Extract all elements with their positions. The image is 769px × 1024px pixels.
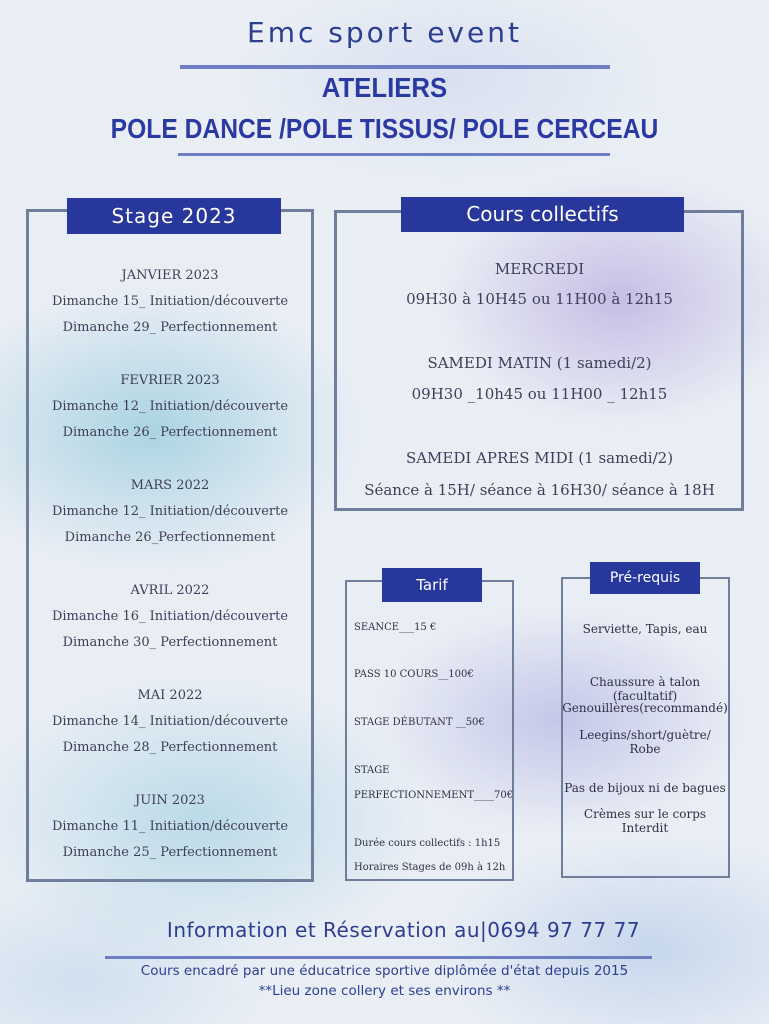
stage-month: MARS 2022	[130, 478, 210, 493]
spacer	[30, 446, 310, 473]
page-subtitle: POLE DANCE /POLE TISSUS/ POLE CERCEAU	[110, 113, 659, 144]
tarif-seance: SEANCE___15 €	[354, 622, 437, 633]
prerequis-item: Leegins/short/guètre/ Robe	[579, 728, 711, 756]
stage-session: Dimanche 26_ Perfectionnement	[62, 425, 278, 440]
tarif-pass: PASS 10 COURS__100€	[354, 669, 474, 680]
contact-info: Information et Réservation au|0694 97 77 77	[166, 918, 641, 942]
cours-day: SAMEDI MATIN (1 samedi/2)	[427, 354, 652, 372]
spacer	[30, 341, 310, 368]
stage-month: JANVIER 2023	[121, 268, 219, 283]
prerequis-label: Pré-requis	[590, 562, 700, 594]
prerequis-item: Genouillères(recommandé)	[562, 701, 728, 715]
brand-name: Emc sport event	[247, 16, 522, 49]
prerequis-item: Crèmes sur le corps Interdit	[583, 807, 707, 835]
cours-label: Cours collectifs	[401, 197, 684, 232]
stage-session: Dimanche 30_ Perfectionnement	[62, 635, 278, 650]
stage-session: Dimanche 29_ Perfectionnement	[62, 320, 278, 335]
prerequis-item: Chaussure à talon (facultatif)	[589, 675, 701, 703]
stage-month: FEVRIER 2023	[120, 373, 220, 388]
stage-month: AVRIL 2022	[130, 583, 210, 598]
tarif-stage-debutant: STAGE DÉBUTANT __50€	[354, 717, 485, 728]
cours-hours: Séance à 15H/ séance à 16H30/ séance à 18H	[364, 481, 715, 499]
stage-session: Dimanche 14_ Initiation/découverte	[51, 714, 289, 729]
spacer	[30, 551, 310, 578]
spacer	[30, 761, 310, 788]
tarif-stage-perf-line2: PERFECTIONNEMENT____70€	[354, 790, 514, 801]
prerequis-item: Pas de bijoux ni de bagues	[564, 781, 726, 795]
stage-label: Stage 2023	[67, 198, 281, 234]
spacer	[30, 656, 310, 683]
tarif-horaires: Horaires Stages de 09h à 12h	[354, 862, 506, 873]
stage-session: Dimanche 28_ Perfectionnement	[62, 740, 278, 755]
stage-month: MAI 2022	[137, 688, 203, 703]
header-bottom-rule	[178, 153, 610, 156]
stage-session: Dimanche 16_ Initiation/découverte	[51, 609, 289, 624]
stage-session: Dimanche 12_ Initiation/découverte	[51, 399, 289, 414]
cours-day: SAMEDI APRES MIDI (1 samedi/2)	[405, 449, 674, 467]
stage-session: Dimanche 26_Perfectionnement	[64, 530, 276, 545]
stage-schedule	[30, 263, 310, 866]
stage-session: Dimanche 15_ Initiation/découverte	[51, 294, 289, 309]
cours-day: MERCREDI	[494, 260, 585, 278]
tarif-stage-perf-line1: STAGE	[354, 765, 390, 776]
stage-month: JUIN 2023	[135, 793, 205, 808]
prerequis-item: Serviette, Tapis, eau	[582, 622, 708, 636]
footer-rule	[105, 956, 652, 959]
cours-hours: 09H30 _10h45 ou 11H00 _ 12h15	[411, 385, 668, 403]
stage-session: Dimanche 12_ Initiation/découverte	[51, 504, 289, 519]
page-title: ATELIERS	[321, 72, 448, 103]
tarif-label: Tarif	[382, 568, 482, 602]
footer-note: Cours encadré par une éducatrice sportive diplômée d'état depuis 2015	[140, 963, 629, 979]
tarif-duree: Durée cours collectifs : 1h15	[354, 838, 501, 849]
stage-session: Dimanche 11_ Initiation/découverte	[51, 819, 289, 834]
header-top-rule	[180, 65, 610, 69]
stage-session: Dimanche 25_ Perfectionnement	[62, 845, 278, 860]
cours-hours: 09H30 à 10H45 ou 11H00 à 12h15	[406, 290, 673, 308]
footer-location: **Lieu zone collery et ses environs **	[258, 983, 511, 999]
